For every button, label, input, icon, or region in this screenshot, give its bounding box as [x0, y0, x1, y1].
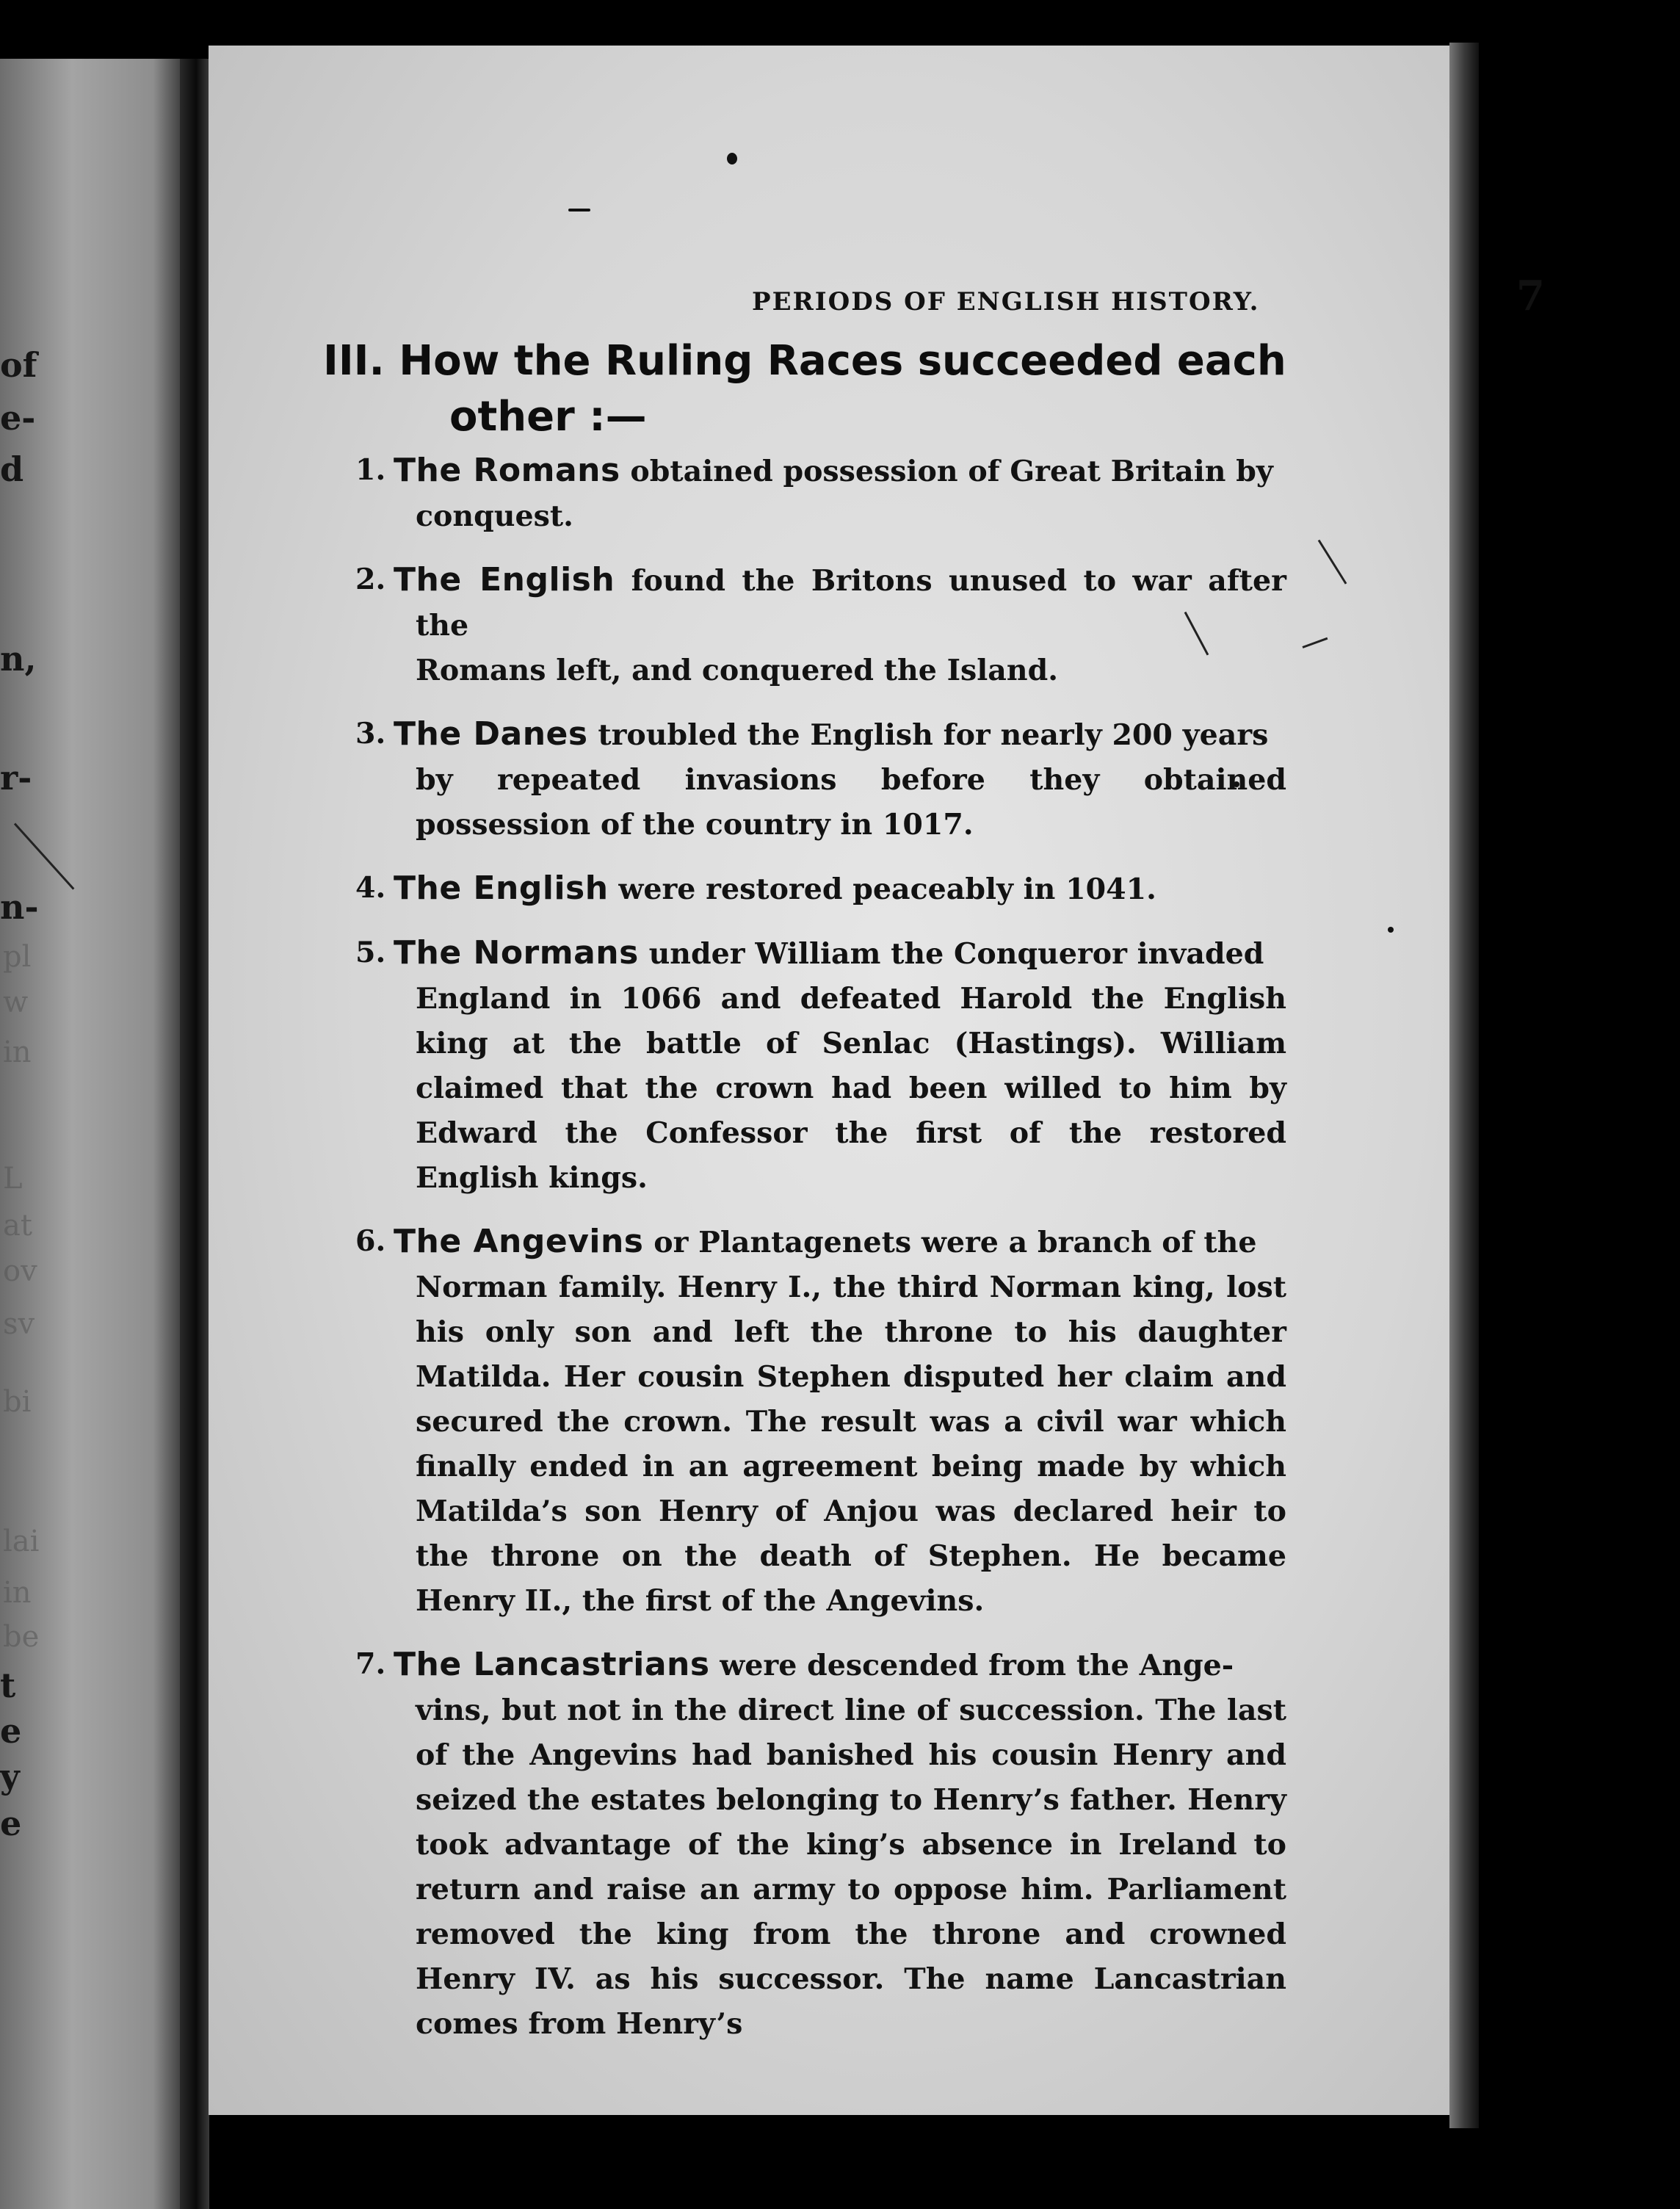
item-text: vins, but not in the direct line of succession. The last of the Angevins had banished his cousin Henry and seized the estates belonging to Henry’s father. Henry took advantage of the king’s absence in Ireland to return and raise an army to oppose him. Parliament removed the king from the throne and crowned Henry IV. as his successor. The name Lancastrian comes from Henry’s [416, 1693, 1286, 2041]
running-head-title: PERIODS OF ENGLISH HISTORY. [752, 287, 1260, 317]
numbered-list [355, 448, 1286, 2065]
book-page [209, 46, 1545, 2115]
facing-page-fragment: y [0, 1757, 20, 1796]
facing-page-fragment: e [0, 1711, 22, 1751]
item-number: 6. [355, 1224, 386, 1258]
facing-page-fragment: at [3, 1209, 32, 1243]
list-item [355, 712, 1286, 847]
section-heading [323, 333, 1498, 445]
facing-page-fragment: in [3, 1576, 32, 1610]
list-item [355, 930, 1286, 1201]
ink-speck [727, 153, 737, 164]
ink-speck [568, 209, 590, 212]
item-number: 3. [355, 717, 386, 751]
facing-page-fragment: of [0, 345, 37, 385]
item-lead-term: The Normans [394, 934, 639, 972]
list-item [355, 1642, 1286, 2047]
list-item [355, 866, 1286, 912]
facing-page-fragment: w [3, 986, 29, 1019]
item-text-first-line: or Plantagenets were a branch of the [643, 1226, 1257, 1259]
item-text: Romans left, and conquered the Island. [416, 654, 1058, 687]
item-number: 7. [355, 1647, 386, 1681]
item-text-first-line: were descended from the Ange- [709, 1649, 1234, 1682]
facing-page [0, 59, 180, 2209]
item-text: conquest. [416, 499, 573, 533]
page-edge-shadow [1449, 43, 1479, 2128]
facing-page-fragment: sv [3, 1307, 35, 1341]
section-heading-line2: other :— [449, 393, 647, 441]
item-lead-term: The Lancastrians [394, 1646, 710, 1683]
item-text: England in 1066 and defeated Harold the English king at the battle of Senlac (Hastings). William claimed that the crown had been willed to him by Edward the Confessor the first of the restored English kings. [416, 982, 1286, 1195]
item-lead-term: The English [394, 870, 609, 907]
item-text-first-line: were restored peaceably in 1041. [608, 872, 1156, 906]
facing-page-fragment: lai [3, 1525, 40, 1558]
facing-page-fragment: e [0, 1804, 22, 1843]
list-item [355, 557, 1286, 693]
item-number: 4. [355, 871, 386, 905]
item-number: 2. [355, 563, 386, 596]
item-text-first-line: under William the Conqueror invaded [638, 937, 1264, 971]
item-text: Norman family. Henry I., the third Norman king, lost his only son and left the throne to his daughter Matilda. Her cousin Stephen disputed her claim and secured the crown. The result was a civil war which finally ended in an agreement being made by which Matilda’s son Henry of Anjou was declared heir to the throne on the death of Stephen. He became Henry II., the first of the Angevins. [416, 1270, 1286, 1618]
facing-page-fragment: n, [0, 639, 37, 679]
facing-page-fragment: be [3, 1620, 40, 1654]
item-number: 1. [355, 453, 386, 487]
facing-page-fragment: L [3, 1162, 23, 1196]
item-text-first-line: troubled the English for nearly 200 years [587, 718, 1269, 752]
list-item [355, 1219, 1286, 1624]
list-item [355, 448, 1286, 539]
book-gutter [180, 59, 209, 2209]
facing-page-fragment: bi [3, 1385, 32, 1419]
ink-speck [1388, 927, 1394, 933]
facing-page-fragment: pl [3, 940, 32, 974]
item-text-first-line: found the Britons unused to war after the [416, 564, 1286, 643]
item-lead-term: The English [394, 561, 615, 599]
page-number: 7 [1516, 272, 1545, 320]
item-text-first-line: obtained possession of Great Britain by [620, 455, 1273, 488]
facing-page-fragment: d [0, 449, 24, 489]
item-lead-term: The Romans [394, 452, 620, 489]
item-lead-term: The Angevins [394, 1223, 644, 1260]
facing-page-fragment: r- [0, 758, 32, 798]
section-heading-line1: III. How the Ruling Races succeeded each [323, 337, 1286, 385]
facing-page-fragment: in [3, 1035, 32, 1069]
running-head [546, 272, 1545, 320]
item-lead-term: The Danes [394, 715, 588, 753]
facing-page-fragment: n- [0, 887, 39, 927]
facing-page-fragment: t [0, 1666, 16, 1705]
scratch-mark [14, 822, 75, 889]
item-number: 5. [355, 936, 386, 969]
facing-page-fragment: ov [3, 1254, 37, 1288]
facing-page-fragment: e- [0, 398, 36, 438]
item-text: by repeated invasions before they obtained possession of the country in 1017. [416, 763, 1286, 842]
